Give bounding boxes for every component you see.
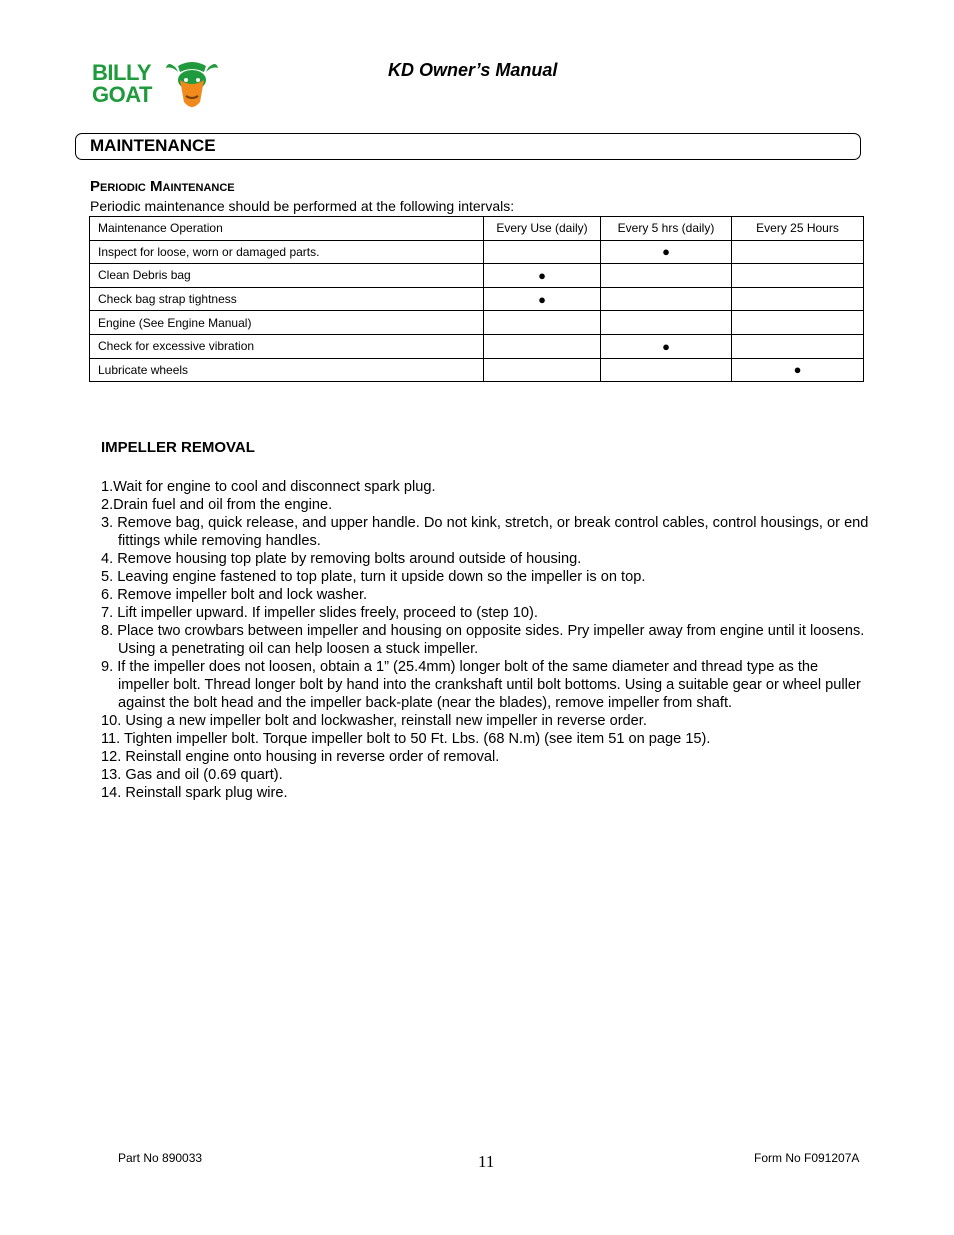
interval-mark bbox=[484, 334, 601, 358]
maintenance-operation: Engine (See Engine Manual) bbox=[90, 311, 484, 335]
column-header: Every 5 hrs (daily) bbox=[601, 217, 732, 241]
list-item: 7. Lift impeller upward. If impeller slides freely, proceed to (step 10). bbox=[101, 605, 538, 621]
interval-mark bbox=[732, 334, 864, 358]
interval-mark bbox=[601, 358, 732, 382]
periodic-maintenance-heading: Periodic Maintenance bbox=[90, 178, 235, 195]
table-row bbox=[90, 240, 864, 264]
column-header: Every Use (daily) bbox=[484, 217, 601, 241]
logo-text-billy: BILLY bbox=[92, 60, 152, 85]
maintenance-operation: Lubricate wheels bbox=[90, 358, 484, 382]
interval-mark bbox=[732, 311, 864, 335]
list-item: 5. Leaving engine fastened to top plate, turn it upside down so the impeller is on top. bbox=[101, 569, 646, 585]
interval-mark: ● bbox=[484, 287, 601, 311]
table-row bbox=[90, 311, 864, 335]
table-row bbox=[90, 334, 864, 358]
logo-text-goat: GOAT bbox=[92, 82, 152, 107]
document-title: KD Owner’s Manual bbox=[388, 60, 558, 80]
periodic-maintenance-intro: Periodic maintenance should be performed at the following intervals: bbox=[90, 198, 515, 214]
list-item: 4. Remove housing top plate by removing bolts around outside of housing. bbox=[101, 551, 582, 567]
interval-mark: ● bbox=[601, 334, 732, 358]
maintenance-operation: Clean Debris bag bbox=[90, 264, 484, 288]
goat-head-icon bbox=[164, 58, 220, 112]
impeller-removal-steps bbox=[101, 478, 871, 802]
list-item: 9. If the impeller does not loosen, obtain a 1” (25.4mm) longer bolt of the same diameter and thread type as the impeller bolt. Thread longer bolt by hand into the crankshaft until bolt bottoms. Using a suitable gear or wheel puller against the bolt head and the impeller back-plate (near the blades), remove impeller from shaft. bbox=[101, 659, 861, 711]
maintenance-operation: Check for excessive vibration bbox=[90, 334, 484, 358]
list-item: 2.Drain fuel and oil from the engine. bbox=[101, 497, 333, 513]
impeller-removal-heading: IMPELLER REMOVAL bbox=[101, 439, 255, 456]
table-row bbox=[90, 287, 864, 311]
section-title: MAINTENANCE bbox=[90, 136, 216, 155]
column-header: Every 25 Hours bbox=[732, 217, 864, 241]
footer-form-number: Form No F091207A bbox=[754, 1151, 860, 1165]
list-item: 3. Remove bag, quick release, and upper handle. Do not kink, stretch, or break control cables, control housings, or end fittings while removing handles. bbox=[101, 515, 869, 549]
interval-mark bbox=[601, 264, 732, 288]
footer-part-number: Part No 890033 bbox=[118, 1151, 203, 1165]
table-header-row bbox=[90, 217, 864, 241]
table-row bbox=[90, 358, 864, 382]
list-item: 6. Remove impeller bolt and lock washer. bbox=[101, 587, 368, 603]
list-item: 14. Reinstall spark plug wire. bbox=[101, 785, 288, 801]
maintenance-operation: Inspect for loose, worn or damaged parts. bbox=[90, 240, 484, 264]
table-row bbox=[90, 264, 864, 288]
interval-mark bbox=[732, 264, 864, 288]
interval-mark bbox=[732, 240, 864, 264]
list-item: 8. Place two crowbars between impeller and housing on opposite sides. Pry impeller away from engine until it loosens. Using a penetrating oil can help loosen a stuck impeller. bbox=[101, 623, 865, 657]
list-item: 12. Reinstall engine onto housing in reverse order of removal. bbox=[101, 749, 500, 765]
section-bar bbox=[75, 133, 861, 160]
interval-mark bbox=[601, 311, 732, 335]
interval-mark bbox=[484, 311, 601, 335]
interval-mark bbox=[484, 240, 601, 264]
list-item: 13. Gas and oil (0.69 quart). bbox=[101, 767, 283, 783]
interval-mark: ● bbox=[484, 264, 601, 288]
interval-mark: ● bbox=[732, 358, 864, 382]
maintenance-schedule-table bbox=[89, 216, 864, 382]
interval-mark bbox=[484, 358, 601, 382]
maintenance-operation: Check bag strap tightness bbox=[90, 287, 484, 311]
billy-goat-logo bbox=[92, 58, 220, 112]
interval-mark: ● bbox=[601, 240, 732, 264]
interval-mark bbox=[732, 287, 864, 311]
interval-mark bbox=[601, 287, 732, 311]
footer-page-number: 11 bbox=[478, 1152, 495, 1171]
list-item: 10. Using a new impeller bolt and lockwasher, reinstall new impeller in reverse order. bbox=[101, 713, 647, 729]
list-item: 1.Wait for engine to cool and disconnect spark plug. bbox=[101, 479, 436, 495]
list-item: 11. Tighten impeller bolt. Torque impeller bolt to 50 Ft. Lbs. (68 N.m) (see item 51 on page 15). bbox=[101, 731, 711, 747]
column-header: Maintenance Operation bbox=[90, 217, 484, 241]
